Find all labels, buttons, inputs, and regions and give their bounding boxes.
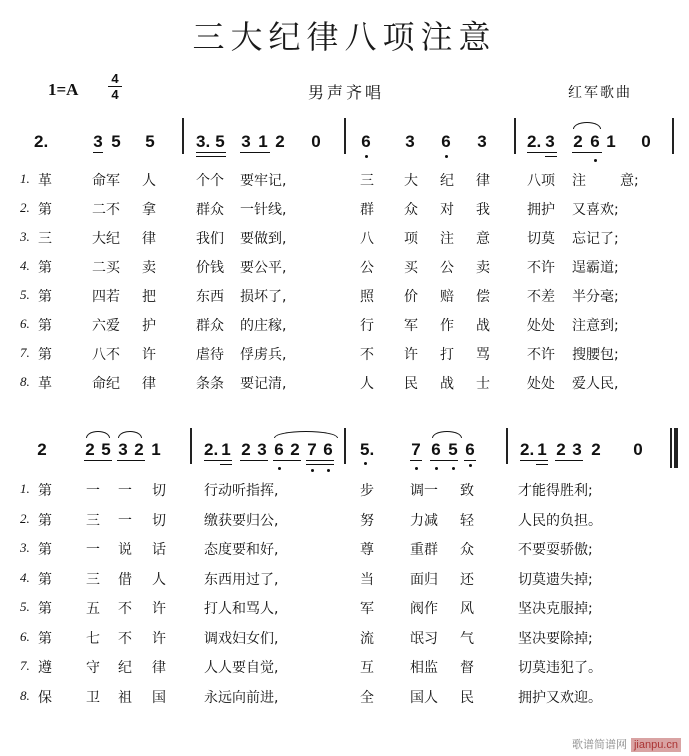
lyric-syllable: 全 [360,689,374,706]
lyric-syllable: 重群 [410,542,438,558]
lyric-syllable: 条条 [196,376,224,392]
note: 1 [258,132,268,151]
lyric-syllable: 价钱 [196,260,224,276]
lyric-syllable: 保 [38,689,52,706]
lyric-syllable: 步 [360,483,374,499]
note: 6 [590,132,600,151]
lyric-syllable: 风 [460,601,474,617]
underline [93,152,103,153]
lyric-syllable: 买 [404,260,418,276]
lyric-syllable: 拥护 [527,202,555,218]
note: 3 [405,132,415,151]
lyric-syllable: 卖 [476,260,490,276]
lower-octave-dot [435,467,438,470]
lyric-syllable: 不许 [527,347,555,363]
verse-number: 7. [20,345,30,360]
lyric-syllable: 许 [142,347,156,363]
lyric-syllable: 俘虏兵, [240,347,287,363]
barline [344,118,346,154]
lyric-syllable: 军 [404,318,418,334]
barline [182,118,184,154]
lyric-syllable: 纪 [440,173,454,189]
lyric-syllable: 一 [86,542,100,558]
lyric-syllable: 军 [360,601,374,617]
lyric-syllable: 赔 [440,289,454,305]
lyric-syllable: 纪 [118,660,132,676]
lyric-syllable: 力减 [410,512,438,529]
lyric-syllable: 第 [38,318,52,334]
lyric-syllable: 半分毫; [572,289,619,305]
lyric-syllable: 不 [118,601,132,617]
note: 3. [196,132,211,151]
lyric-syllable: 国人 [410,689,438,706]
note: 2 [290,440,300,459]
time-signature [108,72,122,101]
verse-number: 7. [20,658,30,673]
lyric-syllable: 士 [476,376,490,392]
lyric-syllable: 人 [152,571,166,588]
lower-octave-dot [445,155,448,158]
watermark-logo: jianpu.cn [631,738,681,752]
verse-number: 1. [20,171,30,186]
underline [464,460,476,461]
note: 1 [606,132,616,151]
lyric-syllable: 律 [476,173,490,189]
lyric-syllable: 话 [152,542,166,558]
note: 6 [274,440,284,459]
lyric-syllable: 调戏妇女们, [204,630,279,647]
lyric-syllable: 五 [86,601,100,617]
final-barline-thick [674,428,678,468]
note: 5 [448,440,458,459]
lyric-syllable: 督 [460,660,474,676]
note: 3 [545,132,555,151]
lower-octave-dot [327,469,330,472]
lyric-syllable: 当 [360,571,374,588]
lyric-syllable: 态度要和好, [204,542,279,558]
barline [344,428,346,464]
lyric-syllable: 第 [38,347,52,363]
slur [432,431,462,438]
barline [506,428,508,464]
lyric-syllable: 六爱 [92,318,120,334]
lyric-syllable: 永远向前进, [204,689,279,706]
lyric-syllable: 忘记了; [572,231,619,247]
lyric-syllable: 八 [360,231,374,247]
lyric-syllable: 大 [404,173,418,189]
lyric-syllable: 我们 [196,231,224,247]
lyric-syllable: 革 [38,173,52,189]
song-title: 三大纪律八项注意 [192,18,497,56]
lyric-syllable: 个个 [196,173,224,189]
lyric-syllable: 把 [142,289,156,305]
lyric-syllable: 面归 [410,571,438,588]
underline [240,460,268,461]
note: 2 [37,440,47,459]
lyric-syllable: 切莫 [527,231,555,247]
note: 0 [641,132,651,151]
lyric-syllable: 注 [572,173,586,189]
lyric-syllable: 注意到; [572,318,619,334]
lyric-syllable: 国 [152,689,166,706]
underline [84,460,112,461]
note: 3 [572,440,582,459]
note: 3 [477,132,487,151]
lyric-syllable: 意; [620,173,639,189]
underline [520,460,548,461]
lyric-syllable: 第 [38,202,52,218]
final-barline-thin [670,428,672,468]
underline [117,460,145,461]
barline [672,118,674,154]
lyric-syllable: 又喜欢; [572,202,619,218]
note: 6 [465,440,475,459]
lyric-syllable: 许 [404,347,418,363]
lyric-syllable: 公 [360,260,374,276]
note: 2 [591,440,601,459]
lyric-syllable: 人人要自觉, [204,660,279,676]
note: 6 [361,132,371,151]
underline [410,460,422,461]
lyric-syllable: 要公平, [240,260,287,276]
verse-number: 3. [20,540,30,555]
barline [190,428,192,464]
lyric-syllable: 不差 [527,289,555,305]
lyric-syllable: 众 [404,202,418,218]
note: 2 [556,440,566,459]
lower-octave-dot [452,467,455,470]
slur [118,431,142,438]
verse-number: 6. [20,316,30,331]
key-signature: 1=A [48,80,79,99]
lyric-syllable: 律 [142,231,156,247]
note: 1 [151,440,161,459]
lyric-syllable: 不要耍骄傲; [518,542,593,558]
verse-number: 3. [20,229,30,244]
note: 2 [241,440,251,459]
lyric-syllable: 一 [118,483,132,499]
lyric-syllable: 才能得胜利; [518,483,593,499]
note: 5. [360,440,375,459]
lyric-syllable: 切莫遗失掉; [518,571,593,588]
verse-number: 4. [20,569,30,585]
lyric-syllable: 律 [142,376,156,392]
note: 6 [431,440,441,459]
underline [204,460,232,461]
lyric-syllable: 损坏了, [240,289,287,305]
lyric-syllable: 四若 [92,289,120,305]
lyric-syllable: 虐待 [196,347,224,363]
lyric-syllable: 第 [38,601,52,617]
lyric-syllable: 革 [38,376,52,392]
verse-number: 6. [20,628,30,644]
note: 0 [311,132,321,151]
lyric-syllable: 还 [460,571,474,588]
lyric-syllable: 切 [152,512,166,529]
lyric-syllable: 互 [360,660,374,676]
barline [514,118,516,154]
lyric-syllable: 第 [38,630,52,647]
verse-number: 5. [20,287,30,302]
lyric-syllable: 照 [360,289,374,305]
lyric-syllable: 遵 [38,660,52,676]
lyric-syllable: 命纪 [92,376,120,392]
underline [196,156,226,157]
lyric-syllable: 作 [440,318,454,334]
lyric-syllable: 许 [152,630,166,647]
underline [527,152,557,153]
underline [555,460,583,461]
lyric-syllable: 氓习 [410,630,438,647]
lyric-syllable: 逞霸道; [572,260,619,276]
lyric-syllable: 不许 [527,260,555,276]
lyric-syllable: 处处 [527,318,555,334]
lyric-syllable: 律 [152,660,166,676]
verse-number: 1. [20,481,30,496]
lyric-syllable: 三 [38,231,52,247]
lyric-syllable: 第 [38,571,52,588]
lyric-syllable: 卫 [86,689,100,706]
lyric-syllable: 坚决克服掉; [518,601,593,617]
underline [430,460,458,461]
note: 1 [537,440,547,459]
lyric-syllable: 骂 [476,347,490,363]
slur [573,122,601,129]
lyric-syllable: 公 [440,260,454,276]
lyric-syllable: 不 [118,630,132,647]
lyric-syllable: 群众 [196,318,224,334]
lyric-syllable: 许 [152,601,166,617]
underline [273,460,301,461]
lyric-syllable: 八不 [92,347,120,363]
note: 7 [307,440,317,459]
lyric-syllable: 说 [118,542,132,558]
lyric-syllable: 东西 [196,289,224,305]
lyric-syllable: 注 [440,231,454,247]
lyric-syllable: 爱人民, [572,376,619,392]
lyric-syllable: 行动听指挥, [204,483,279,499]
verse-number: 2. [20,510,30,526]
lyric-syllable: 气 [460,630,474,647]
verse-number: 8. [20,374,30,389]
lyric-syllable: 守 [86,660,100,676]
underline [196,152,226,153]
lyric-syllable: 轻 [460,512,474,529]
lyric-syllable: 要牢记, [240,173,287,189]
underline [306,460,334,461]
verse-number: 5. [20,599,30,614]
underline [536,464,548,465]
lyric-syllable: 八项 [527,173,555,189]
lyric-syllable: 打 [440,347,454,363]
note: 7 [411,440,421,459]
lyric-syllable: 借 [118,571,132,588]
lyric-syllable: 护 [142,318,156,334]
note: 5 [215,132,225,151]
lyric-syllable: 民 [460,689,474,706]
lyric-syllable: 第 [38,289,52,305]
lyric-syllable: 切莫违犯了。 [518,660,602,676]
lyric-syllable: 要做到, [240,231,287,247]
lyric-syllable: 人 [360,376,374,392]
lower-octave-dot [364,462,367,465]
watermark-text: 歌谱简谱网 [571,738,627,751]
lyric-syllable: 人 [142,173,156,189]
lyric-syllable: 项 [404,231,418,247]
lyric-syllable: 民 [404,376,418,392]
time-sig-bottom: 4 [111,87,119,102]
lyric-syllable: 打人和骂人, [204,601,279,617]
note: 6 [323,440,333,459]
lyric-syllable: 人民的负担。 [518,512,602,529]
note: 2 [573,132,583,151]
underline [572,152,602,153]
note: 5 [101,440,111,459]
lyric-syllable: 流 [360,630,374,647]
lyric-syllable: 坚决要除掉; [518,630,593,647]
lyric-syllable: 处处 [527,376,555,392]
note: 5 [145,132,155,151]
note: 0 [633,440,643,459]
lyric-syllable: 对 [440,202,454,218]
lyric-syllable: 相监 [410,660,438,676]
watermark [572,736,681,752]
note: 2. [204,440,219,459]
lyric-syllable: 卖 [142,260,156,276]
lyric-syllable: 努 [360,512,374,529]
lyric-syllable: 致 [460,483,474,499]
lyric-syllable: 拥护又欢迎。 [518,689,602,706]
lyric-syllable: 尊 [360,542,374,558]
note: 1 [221,440,231,459]
lyric-syllable: 调一 [410,483,438,499]
lyric-syllable: 的庄稼, [240,318,287,334]
lyric-syllable: 第 [38,512,52,529]
lyric-syllable: 命军 [92,173,120,189]
slur [86,431,110,438]
lyric-syllable: 我 [476,202,490,218]
note: 3 [118,440,128,459]
lyric-syllable: 群 [360,202,374,218]
underline [220,464,232,465]
credit: 红军歌曲 [568,85,632,101]
lyric-syllable: 缴获要归公, [204,512,279,529]
lyric-syllable: 战 [440,376,454,392]
verse-number: 4. [20,258,30,273]
lyric-syllable: 要记清, [240,376,287,392]
lyric-syllable: 价 [404,289,418,305]
lyric-syllable: 第 [38,542,52,558]
lyric-syllable: 一针线, [240,202,287,218]
lyric-syllable: 群众 [196,202,224,218]
lyric-syllable: 二买 [92,260,120,276]
lyric-syllable: 偿 [476,289,490,305]
lyric-syllable: 切 [152,483,166,499]
lyric-syllable: 行 [360,318,374,334]
lyric-syllable: 不 [360,347,374,363]
note: 3 [241,132,251,151]
lyric-syllable: 第 [38,260,52,276]
lower-octave-dot [311,469,314,472]
lyric-syllable: 三 [86,512,100,529]
time-sig-top: 4 [111,71,119,86]
lower-octave-dot [415,467,418,470]
lyric-syllable: 三 [86,571,100,588]
note: 2. [520,440,535,459]
note: 5 [111,132,121,151]
lower-octave-dot [365,155,368,158]
lower-octave-dot [594,159,597,162]
note: 2 [275,132,285,151]
performance-note: 男声齐唱 [308,83,385,102]
underline [240,152,270,153]
note: 6 [441,132,451,151]
lower-octave-dot [278,467,281,470]
lyric-syllable: 七 [86,630,100,647]
lyric-syllable: 意 [476,231,490,247]
verse-number: 8. [20,687,30,703]
lower-octave-dot [469,464,472,467]
lyric-syllable: 二不 [92,202,120,218]
lyric-syllable: 战 [476,318,490,334]
note: 2 [134,440,144,459]
underline [545,156,557,157]
verse-number: 2. [20,200,30,215]
lyric-syllable: 第 [38,483,52,499]
note: 3 [93,132,103,151]
slur [274,431,338,438]
note: 2 [85,440,95,459]
lyric-syllable: 大纪 [92,231,120,247]
note: 2. [527,132,542,151]
note: 3 [257,440,267,459]
underline [306,464,334,465]
lyric-syllable: 众 [460,542,474,558]
lyric-syllable: 祖 [118,689,132,706]
lyric-syllable: 一 [118,512,132,529]
note: 2. [34,132,49,151]
lyric-syllable: 拿 [142,202,156,218]
lyric-syllable: 一 [86,483,100,499]
lyric-syllable: 三 [360,173,374,189]
lyric-syllable: 搜腰包; [572,347,619,363]
lyric-syllable: 阀作 [410,601,438,617]
lyric-syllable: 东西用过了, [204,571,279,588]
